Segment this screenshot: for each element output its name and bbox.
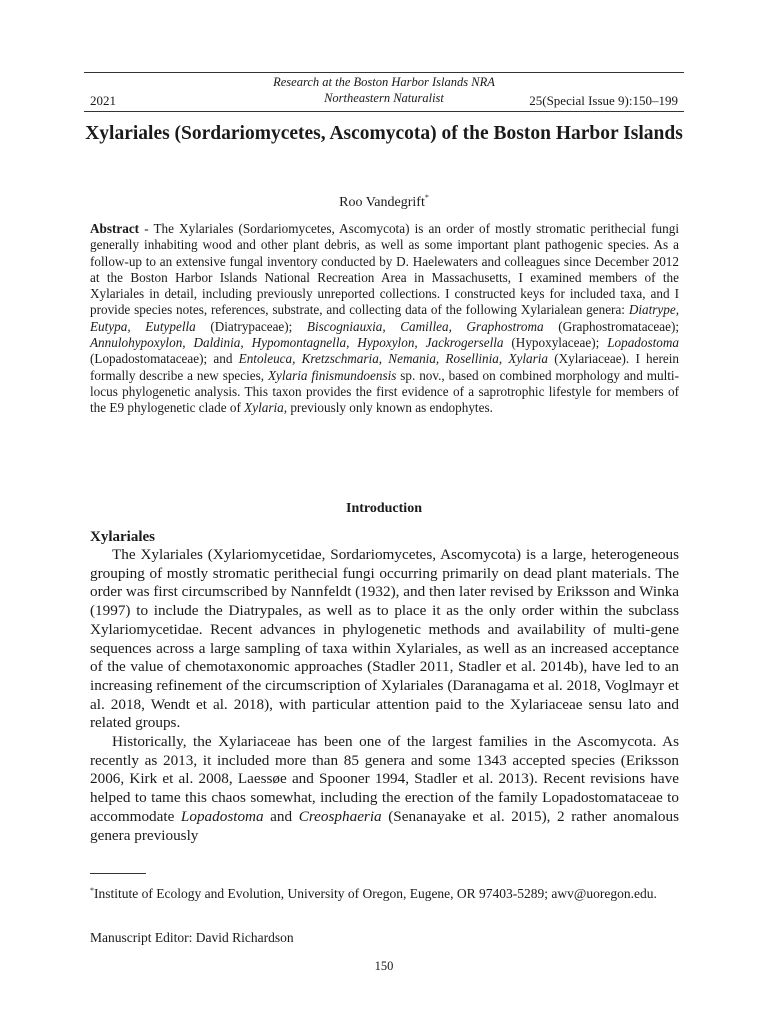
abstract-genera-lopadostomataceae: Lopadostoma bbox=[607, 335, 679, 351]
subsection-heading-xylariales: Xylariales bbox=[90, 529, 155, 545]
abstract-new-species: Xylaria finismundoensis bbox=[267, 367, 397, 383]
abstract-text-5: (Lopadostomataceae); and bbox=[90, 351, 239, 367]
genus-creosphaeria: Creosphaeria bbox=[298, 807, 382, 825]
paragraph-2-text-c: (Senanayake et al. 2015), 2 rather anomalous genera previously bbox=[90, 807, 679, 844]
genus-lopadostoma: Lopadostoma bbox=[180, 807, 264, 825]
abstract bbox=[90, 221, 679, 417]
footnote-text: Institute of Ecology and Evolution, University of Oregon, Eugene, OR 97403-5289; awv@uoregon.edu. bbox=[94, 886, 657, 901]
header-top-rule bbox=[84, 72, 684, 73]
introduction-paragraph-1: The Xylariales (Xylariomycetidae, Sordariomycetes, Ascomycota) is a large, heterogeneous grouping of mostly stromatic perithecial fungi occurring primarily on dead plant materials. The order was first circumscribed by Nannfeldt (1932), and then later revised by Eriksson and Winka (1997) to include the Diatrypales, as well as to place it as the only order within the subclass Xylariomycetidae. Recent advances in phylogenetic methods and availability of multi-gene sequences across a large sampling of taxa within Xylariales, as well as an increased acceptance of the value of chemotaxonomic approaches (Stadler 2011, Stadler et al. 2014b), have led to an increasing refinement of the circumscription of Xylariales (Daranagama et al. 2018, Voglmayr et al. 2018, Wendt et al. 2018), with particular attention paid to the Xylariaceae sensu lato and related groups. bbox=[90, 546, 679, 732]
running-head-year: 2021 bbox=[90, 93, 116, 108]
author-name: Roo Vandegrift bbox=[339, 195, 425, 210]
author-footnote-marker: * bbox=[424, 193, 429, 202]
abstract-text-7: sp. nov., based on combined morphology and multi-locus phylogenetic analysis. This taxon provides the first evidence of a saprotrophic lifestyle for members of the E9 phylogenetic clade of bbox=[90, 367, 679, 416]
paragraph-2-text-b: and bbox=[263, 807, 299, 825]
abstract-genera-xylariaceae: Entoleuca, Kretzschmaria, Nemania, Rosellinia, Xylaria bbox=[238, 351, 548, 367]
manuscript-editor: Manuscript Editor: David Richardson bbox=[90, 930, 294, 945]
abstract-text-4: (Hypoxylaceae); bbox=[503, 335, 608, 351]
introduction-body bbox=[90, 546, 679, 845]
abstract-text-8: previously only known as endophytes. bbox=[287, 400, 493, 416]
article-title: Xylariales (Sordariomycetes, Ascomycota) of the Boston Harbor Islands bbox=[85, 123, 683, 144]
section-heading-introduction: Introduction bbox=[346, 501, 422, 516]
author-affiliation-footnote bbox=[90, 882, 679, 902]
abstract-genera-diatrypaceae: Diatrype, Eutypa, Eutypella bbox=[90, 302, 679, 334]
abstract-separator: - bbox=[139, 221, 154, 236]
abstract-genera-hypoxylaceae: Annulohypoxylon, Daldinia, Hypomontagnella, Hypoxylon, Jackrogersella bbox=[90, 335, 504, 351]
introduction-paragraph-2 bbox=[90, 733, 679, 845]
running-head-journal: Northeastern Naturalist bbox=[324, 91, 444, 105]
header-bottom-rule bbox=[84, 111, 684, 112]
abstract-text-2: (Diatrypaceae); bbox=[195, 318, 307, 334]
paragraph-2-text-a: Historically, the Xylariaceae has been one of the largest families in the Ascomycota. As recently as 2013, it included more than 85 genera and some 1343 accepted species (Eriksson 2006, Kirk et al. 2008, Laessøe and Spooner 1994, Stadler et al. 2013). Recent revisions have helped to tame this chaos somewhat, including the erection of the family Lopadostomataceae to accommodate bbox=[90, 733, 679, 825]
footnote-rule bbox=[90, 873, 146, 874]
abstract-text-3: (Graphostromataceae); bbox=[543, 318, 680, 334]
page-number: 150 bbox=[374, 959, 394, 973]
abstract-genus-xylaria: Xylaria, bbox=[244, 400, 288, 416]
abstract-text-6: (Xylariaceae). I herein formally describe a new species, bbox=[90, 351, 680, 383]
author-line bbox=[84, 189, 684, 212]
abstract-label: Abstract bbox=[90, 221, 140, 236]
footnote-marker: * bbox=[90, 886, 94, 895]
abstract-genera-graphostromataceae: Biscogniauxia, Camillea, Graphostroma bbox=[306, 318, 544, 334]
running-head-series: Research at the Boston Harbor Islands NRA bbox=[273, 75, 495, 89]
abstract-text-1: The Xylariales (Sordariomycetes, Ascomycota) is an order of mostly stromatic perithecial fungi generally inhabiting wood and other plant debris, as well as some important plant pathogenic species. As a follow-up to an extensive fungal inventory conducted by D. Haelewaters and colleagues since December 2012 at the Boston Harbor Islands National Recreation Area in Massachusetts, I examined members of the Xylariales in detail, including previously unreported collections. I constructed keys for included taxa, and I provide species notes, references, substrate, and collecting data of the following Xylarialean genera: bbox=[90, 221, 680, 318]
running-head-issue: 25(Special Issue 9):150–199 bbox=[529, 93, 678, 108]
